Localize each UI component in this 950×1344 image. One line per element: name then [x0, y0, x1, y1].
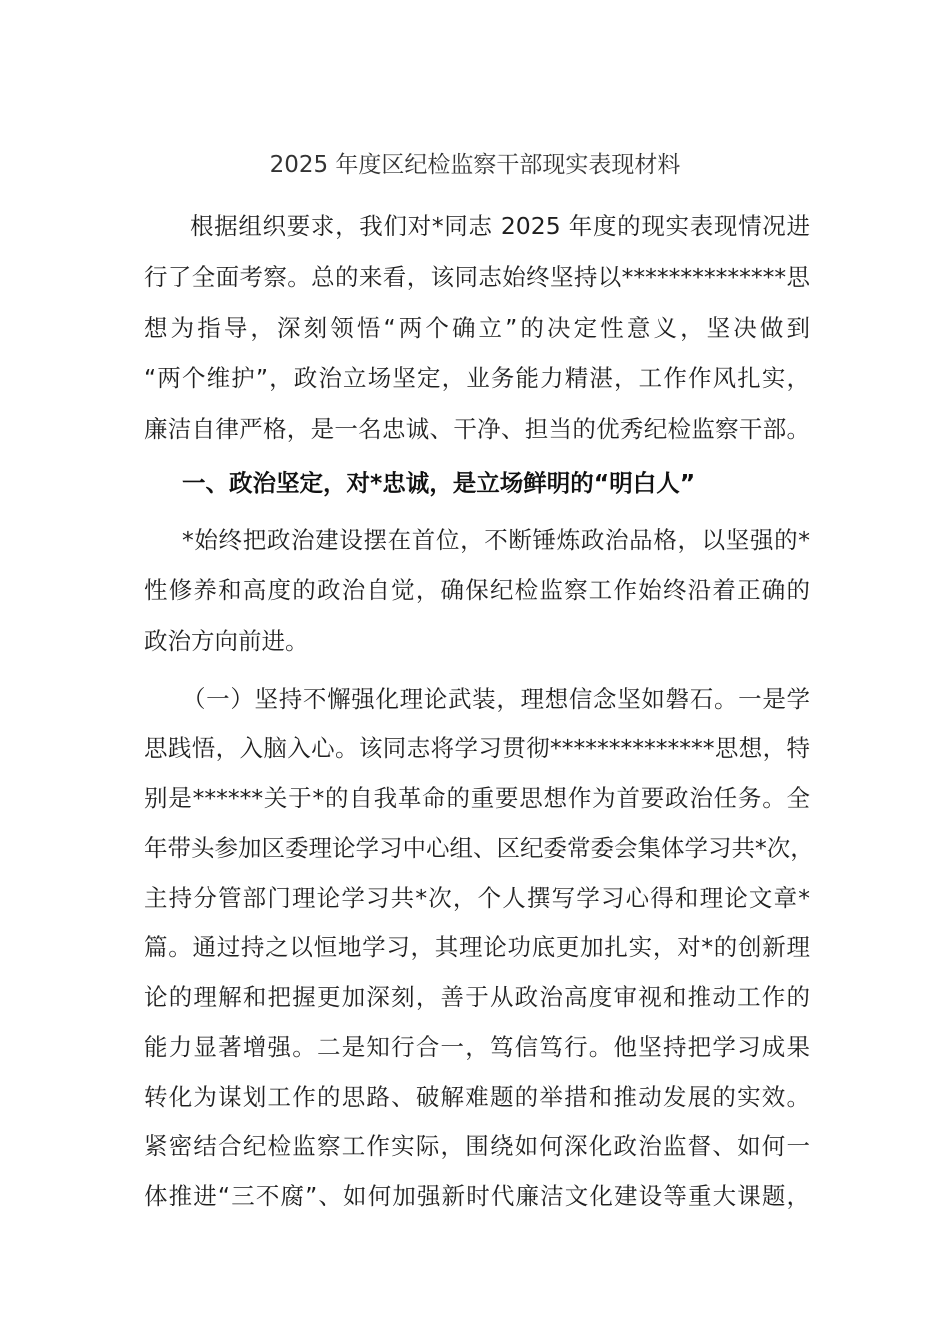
paragraph-line: 想为指导，深刻领悟“两个确立”的决定性意义，坚决做到: [144, 314, 810, 342]
page-title: 2025 年度区纪检监察干部现实表现材料: [269, 152, 681, 178]
paragraph-line: 能力显著增强。二是知行合一，笃信笃行。他坚持把学习成果: [144, 1033, 810, 1061]
paragraph-line: 根据组织要求，我们对*同志 2025 年度的现实表现情况进: [190, 212, 810, 240]
paragraph-line: 廉洁自律严格，是一名忠诚、干净、担当的优秀纪检监察干部。: [144, 415, 810, 443]
paragraph-line: 年带头参加区委理论学习中心组、区纪委常委会集体学习共*次，: [144, 834, 814, 862]
paragraph-line: 行了全面考察。总的来看，该同志始终坚持以**************思: [144, 263, 810, 291]
paragraph-line: 思践悟，入脑入心。该同志将学习贯彻**************思想，特: [144, 734, 810, 762]
paragraph-line: 转化为谋划工作的思路、破解难题的举措和推动发展的实效。: [144, 1083, 810, 1111]
paragraph-line: “两个维护”，政治立场坚定，业务能力精湛，工作作风扎实，: [144, 364, 810, 392]
paragraph-line: 论的理解和把握更加深刻，善于从政治高度审视和推动工作的: [144, 983, 810, 1011]
paragraph-line: 篇。通过持之以恒地学习，其理论功底更加扎实，对*的创新理: [144, 933, 810, 961]
paragraph-line: 主持分管部门理论学习共*次，个人撰写学习心得和理论文章*: [144, 884, 810, 912]
paragraph-line: 紧密结合纪检监察工作实际，围绕如何深化政治监督、如何一: [144, 1132, 810, 1160]
paragraph-line: 体推进“三不腐”、如何加强新时代廉洁文化建设等重大课题，: [144, 1182, 810, 1210]
paragraph-line: 性修养和高度的政治自觉，确保纪检监察工作始终沿着正确的: [144, 576, 810, 604]
section-heading: 一、政治坚定，对*忠诚，是立场鲜明的“明白人”: [182, 469, 696, 497]
paragraph-line: *始终把政治建设摆在首位，不断锤炼政治品格，以坚强的*: [182, 526, 810, 554]
paragraph-line: 政治方向前进。: [144, 627, 309, 655]
paragraph-line: 别是******关于*的自我革命的重要思想作为首要政治任务。全: [144, 784, 810, 812]
paragraph-line: （一）坚持不懈强化理论武装，理想信念坚如磐石。一是学: [182, 685, 810, 713]
